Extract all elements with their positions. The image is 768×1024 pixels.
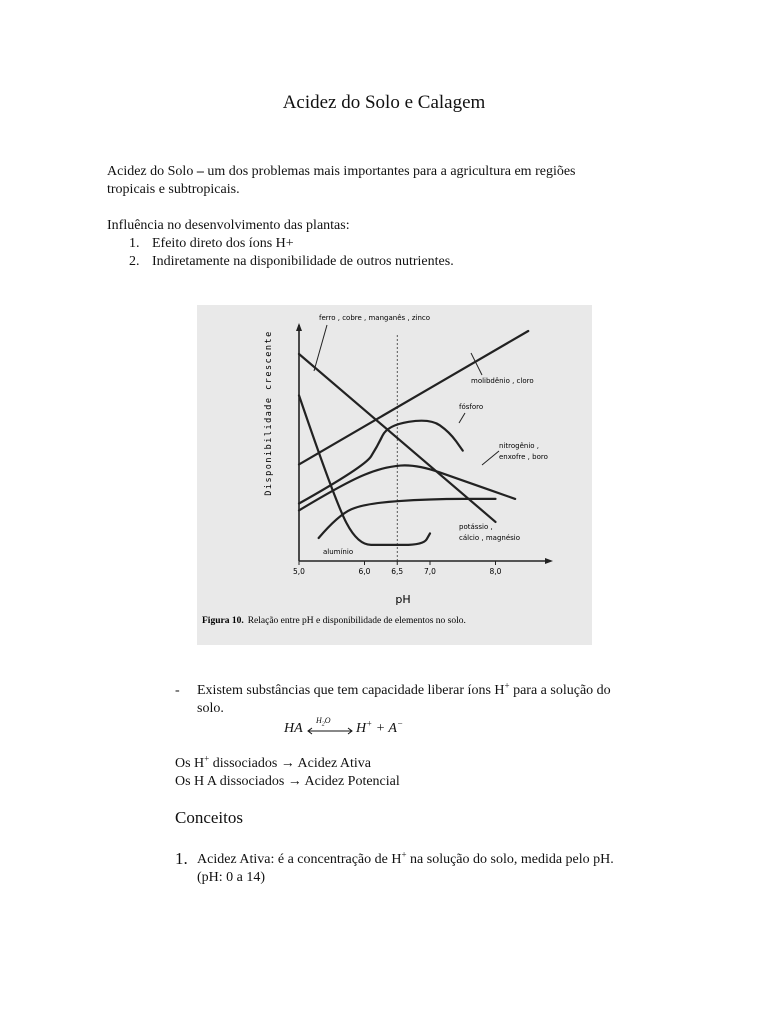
series-line-1 [299, 331, 528, 464]
x-tick-label: 7,0 [424, 567, 436, 576]
influence-heading: Influência no desenvolvimento das plantas: [107, 218, 350, 233]
label-ferro-cobre: ferro , cobre , manganês , zinco [319, 314, 431, 322]
y-axis-arrow-icon [296, 323, 302, 331]
label-fosforo: fósforo [459, 403, 484, 411]
x-axis-label: pH [395, 593, 411, 606]
page-title: Acidez do Solo e Calagem [282, 92, 486, 113]
influence-item-2 [107, 253, 667, 271]
bullet-text-post: para a solução do [509, 683, 611, 698]
list-number: 2. [129, 254, 140, 269]
concept-text-pre: Acidez Ativa: é a concentração de H [197, 852, 402, 867]
intro-dash: – [193, 164, 208, 179]
leader-line-nitrogenio [482, 451, 499, 465]
dissociation-equation [284, 717, 424, 739]
influence-item-1 [107, 235, 667, 253]
label-enxofre-boro: enxofre , boro [499, 453, 548, 461]
x-tick-label: 6,0 [358, 567, 371, 576]
acid-definitions [175, 755, 655, 791]
caption-text: Relação entre pH e disponibilidade de elementos no solo. [247, 616, 466, 626]
influence-block [107, 217, 667, 271]
intro-rest: um dos problemas mais importantes para a agricultura em regiões [207, 164, 576, 179]
acid-line-active: Os H+ dissociados → Acidez Ativa [175, 753, 372, 771]
figure-caption [202, 616, 466, 626]
label-nitrogenio: nitrogênio , [499, 442, 539, 450]
h-plus-sup: + [401, 849, 407, 860]
series-line-2 [299, 421, 463, 504]
bullet-text-pre: Existem substâncias que tem capacidade liberar íons H [197, 683, 505, 698]
bullet-line2: solo. [197, 701, 224, 716]
equilibrium-arrow-icon [306, 726, 354, 736]
acid-line-potential: Os H A dissociados → Acidez Potencial [175, 774, 400, 789]
list-text: Efeito direto dos íons H+ [152, 236, 294, 251]
concept-line2: (pH: 0 a 14) [197, 870, 266, 885]
caption-number: Figura 10. [202, 616, 244, 626]
concept-text-post: na solução do solo, medida pelo pH. [406, 852, 614, 867]
label-molibdenio: molibdênio , cloro [471, 377, 534, 385]
list-number: 1. [129, 236, 140, 251]
concept-number: 1. [175, 849, 188, 868]
intro-line2: tropicais e subtropicais. [107, 182, 240, 197]
bullet-item [175, 682, 655, 718]
intro-term: Acidez do Solo [107, 164, 194, 179]
eq-over: $H_2O$ [316, 716, 331, 728]
x-tick-label: 8,0 [489, 567, 502, 576]
ph-availability-chart [197, 305, 592, 645]
x-tick-label: 5,0 [293, 567, 305, 576]
list-text: Indiretamente na disponibilidade de outros nutrientes. [152, 254, 454, 269]
y-axis-label: Disponibilidade crescente [264, 330, 274, 496]
leader-line-fosforo [459, 413, 465, 423]
section-heading-conceitos: Conceitos [175, 808, 243, 827]
bullet-dash: - [175, 683, 180, 698]
series-line-5 [299, 395, 430, 545]
figure-scan [197, 305, 592, 645]
intro-paragraph [107, 163, 667, 199]
eq-left: HA [284, 721, 303, 736]
concept-item-1 [175, 851, 675, 887]
h-plus-sup: + [504, 680, 510, 691]
label-aluminio: alumínio [323, 548, 354, 556]
label-potassio: potássio , [459, 523, 493, 531]
x-axis-arrow-icon [545, 558, 553, 564]
leader-line-ferro [314, 325, 327, 371]
eq-right: H+ + A− [356, 718, 404, 736]
x-tick-label: 6,5 [391, 567, 404, 576]
label-calcio-magnesio: cálcio , magnésio [459, 534, 521, 542]
